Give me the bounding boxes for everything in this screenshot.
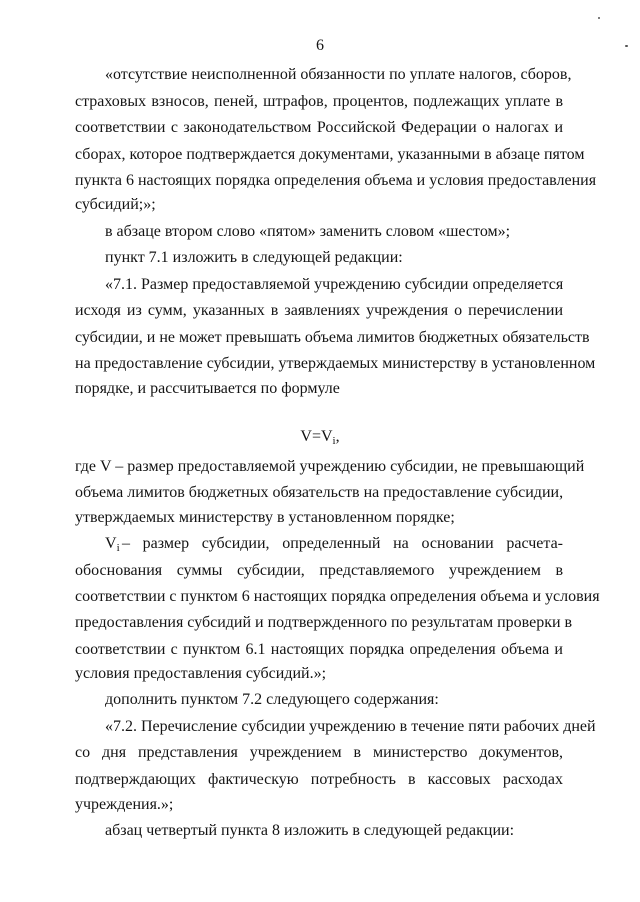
text-line: сборах, которое подтверждается документами, указанными в абзаце пятом (75, 146, 585, 163)
text-line: порядке, и рассчитывается по формуле (75, 380, 340, 397)
text-line: где V – размер предоставляемой учреждению субсидии, не превышающий (75, 458, 585, 475)
text-line: пункта 6 настоящих порядка определения объема и условия предоставления (75, 172, 597, 189)
text-line: «7.2. Перечисление субсидии учреждению в течение пяти рабочих дней (105, 718, 596, 735)
page-number: 6 (316, 37, 324, 54)
formula: $V=V_i$, (300, 428, 340, 447)
text-line: пункт 7.1 изложить в следующей редакции: (105, 249, 403, 266)
vi-symbol: $V_i$ (105, 535, 120, 554)
scan-speck (598, 17, 600, 19)
text-line: учреждения.»; (75, 796, 174, 813)
text-line: абзац четвертый пункта 8 изложить в следующей редакции: (105, 822, 515, 839)
text-line: соответствии с пунктом 6 настоящих порядка определения объема и условия (75, 588, 600, 605)
text-line: в абзаце втором слово «пятом» заменить словом «шестом»; (105, 223, 511, 240)
text-line: на предоставление субсидии, утверждаемых министерству в установленном (75, 355, 596, 372)
text-line: соответствии с законодательством Российской Федерации о налогах и (75, 119, 563, 136)
text-line: «отсутствие неисполненной обязанности по уплате налогов, сборов, (105, 66, 572, 83)
text-line: дополнить пунктом 7.2 следующего содержания: (105, 691, 439, 708)
text-line: субсидии, и не может превышать объема лимитов бюджетных обязательств (75, 329, 590, 346)
text-line: предоставления субсидий и подтвержденного по результатам проверки в (75, 614, 573, 631)
text-line: утверждаемых министерству в установленном порядке; (75, 509, 455, 526)
text-line: условия предоставления субсидий.»; (75, 665, 327, 682)
text-line: объема лимитов бюджетных обязательств на предоставление субсидии, (75, 484, 564, 501)
text-line: обоснования суммы субсидии, представляемого учреждением в (75, 562, 563, 579)
text-line: со дня представления учреждением в министерство документов, (75, 744, 563, 761)
text-line: страховых взносов, пеней, штрафов, процентов, подлежащих уплате в (75, 93, 563, 110)
text-line: субсидий;»; (75, 196, 156, 213)
text-line: «7.1. Размер предоставляемой учреждению субсидии определяется (105, 276, 564, 293)
text-line: подтверждающих фактическую потребность в кассовых расходах (75, 771, 563, 788)
text-line: исходя из сумм, указанных в заявлениях учреждения о перечислении (75, 302, 563, 319)
text-line: – размер субсидии, определенный на основании расчета- (122, 535, 563, 552)
text-line: соответствии с пунктом 6.1 настоящих порядка определения объема и (75, 641, 563, 658)
